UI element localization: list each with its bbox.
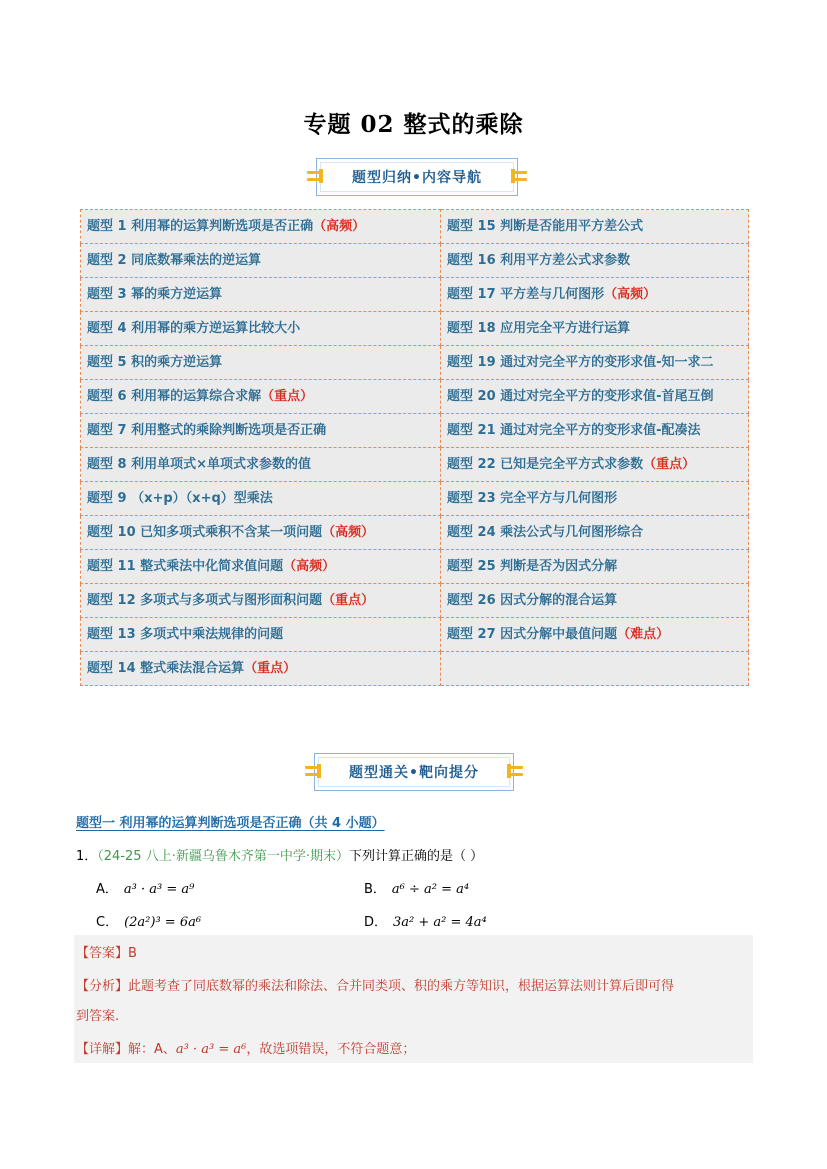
banner-ornament-icon — [511, 169, 527, 183]
option-label: C． — [96, 915, 119, 930]
nav-topic-label: 题型 10 已知多项式乘积不含某一项问题 — [87, 525, 323, 540]
nav-cell — [81, 414, 441, 448]
nav-priority-tag: （重点） — [322, 593, 375, 608]
nav-cell — [81, 278, 441, 312]
nav-cell — [441, 380, 749, 414]
nav-priority-tag: （高频） — [322, 525, 375, 540]
nav-row — [81, 278, 749, 312]
nav-cell — [441, 584, 749, 618]
banner-ornament-icon — [507, 764, 523, 778]
nav-topic-label: 题型 1 利用幂的运算判断选项是否正确 — [87, 219, 314, 234]
nav-row — [81, 414, 749, 448]
detail-prefix: 【详解】解：A、 — [76, 1042, 176, 1057]
nav-topic-label: 题型 4 利用幂的乘方逆运算比较大小 — [87, 321, 301, 336]
nav-topic-label: 题型 24 乘法公式与几何图形综合 — [447, 525, 644, 540]
analysis-text-line1: 【分析】此题考查了同底数幂的乘法和除法、合并同类项、积的乘方等知识，根据运算法则计算后即可得 — [76, 979, 675, 994]
nav-topic-label: 题型 16 利用平方差公式求参数 — [447, 253, 631, 268]
section-heading: 题型一 利用幂的运算判断选项是否正确（共 4 小题） — [76, 816, 385, 831]
nav-row — [81, 448, 749, 482]
nav-row — [81, 346, 749, 380]
option-expression: a⁶ ÷ a² = a⁴ — [391, 882, 470, 897]
option-label: D． — [364, 915, 388, 930]
nav-topic-label: 题型 20 通过对完全平方的变形求值-首尾互倒 — [447, 389, 714, 404]
nav-topic-label: 题型 25 判断是否为因式分解 — [447, 559, 618, 574]
detail-text — [76, 1038, 415, 1057]
nav-priority-tag: （高频） — [283, 559, 336, 574]
option-d — [364, 911, 487, 930]
nav-cell — [81, 312, 441, 346]
nav-priority-tag: （难点） — [617, 627, 670, 642]
nav-cell — [441, 448, 749, 482]
section-banner-practice — [314, 753, 514, 791]
nav-cell — [81, 652, 441, 686]
banner-label: 题型通关•靶向提分 — [349, 765, 479, 781]
option-expression: (2a²)³ = 6a⁶ — [124, 915, 202, 930]
nav-topic-label: 题型 6 利用幂的运算综合求解 — [87, 389, 262, 404]
nav-row — [81, 584, 749, 618]
nav-cell — [441, 482, 749, 516]
nav-cell — [81, 482, 441, 516]
nav-topic-label: 题型 2 同底数幂乘法的逆运算 — [87, 253, 262, 268]
nav-priority-tag: （高频） — [604, 287, 657, 302]
nav-topic-label: 题型 7 利用整式的乘除判断选项是否正确 — [87, 423, 327, 438]
option-expression: a³ · a³ = a⁹ — [123, 882, 195, 897]
nav-row — [81, 312, 749, 346]
nav-cell — [81, 380, 441, 414]
nav-topic-label: 题型 15 判断是否能用平方差公式 — [447, 219, 644, 234]
option-label: B． — [364, 882, 386, 897]
question-number: 1． — [76, 849, 98, 864]
option-a — [96, 878, 194, 897]
nav-cell — [441, 550, 749, 584]
document-title: 专题 02 整式的乘除 — [303, 111, 524, 138]
nav-priority-tag: （重点） — [244, 661, 297, 676]
nav-topic-label: 题型 26 因式分解的混合运算 — [447, 593, 618, 608]
nav-topic-label: 题型 27 因式分解中最值问题 — [447, 627, 618, 642]
nav-row — [81, 380, 749, 414]
nav-topic-label: 题型 17 平方差与几何图形 — [447, 287, 605, 302]
nav-cell — [81, 346, 441, 380]
banner-label: 题型归纳•内容导航 — [352, 170, 482, 186]
question-text: 下列计算正确的是（ ） — [348, 849, 484, 864]
nav-topic-label: 题型 5 积的乘方逆运算 — [87, 355, 223, 370]
nav-cell — [81, 618, 441, 652]
detail-suffix: ，故选项错误，不符合题意； — [246, 1042, 416, 1057]
nav-cell — [81, 210, 441, 244]
option-expression: 3a² + a² = 4a⁴ — [393, 915, 487, 930]
nav-cell — [441, 278, 749, 312]
nav-topic-label: 题型 3 幂的乘方逆运算 — [87, 287, 223, 302]
nav-row — [81, 652, 749, 686]
nav-cell — [441, 414, 749, 448]
nav-cell — [441, 346, 749, 380]
nav-row — [81, 482, 749, 516]
nav-cell — [441, 652, 749, 686]
nav-cell — [441, 516, 749, 550]
nav-cell — [81, 448, 441, 482]
nav-cell — [81, 584, 441, 618]
nav-topic-label: 题型 23 完全平方与几何图形 — [447, 491, 618, 506]
banner-ornament-icon — [305, 764, 321, 778]
nav-topic-label: 题型 19 通过对完全平方的变形求值-知一求二 — [447, 355, 714, 370]
nav-topic-label: 题型 12 多项式与多项式与图形面积问题 — [87, 593, 323, 608]
nav-row — [81, 244, 749, 278]
nav-topic-label: 题型 21 通过对完全平方的变形求值-配凑法 — [447, 423, 701, 438]
topic-navigation-table — [80, 209, 749, 686]
answer-text: 【答案】B — [76, 946, 137, 961]
nav-cell — [81, 516, 441, 550]
nav-row — [81, 210, 749, 244]
detail-expression: a³ · a³ = a⁶ — [175, 1042, 247, 1057]
nav-cell — [441, 210, 749, 244]
option-b — [364, 878, 469, 897]
nav-topic-label: 题型 22 已知是完全平方式求参数 — [447, 457, 644, 472]
nav-cell — [441, 244, 749, 278]
option-label: A． — [96, 882, 118, 897]
nav-cell — [441, 312, 749, 346]
nav-priority-tag: （重点） — [643, 457, 696, 472]
nav-cell — [81, 244, 441, 278]
question-source: （24-25 八上·新疆乌鲁木齐第一中学·期末） — [97, 849, 349, 864]
nav-cell — [441, 618, 749, 652]
nav-priority-tag: （高频） — [313, 219, 366, 234]
nav-topic-label: 题型 8 利用单项式×单项式求参数的值 — [87, 457, 311, 472]
nav-topic-label: 题型 11 整式乘法中化简求值问题 — [87, 559, 284, 574]
analysis-text-line2: 到答案. — [76, 1009, 120, 1024]
nav-topic-label: 题型 14 整式乘法混合运算 — [87, 661, 245, 676]
nav-priority-tag: （重点） — [261, 389, 314, 404]
question-1 — [76, 845, 483, 864]
nav-topic-label: 题型 13 多项式中乘法规律的问题 — [87, 627, 284, 642]
banner-ornament-icon — [307, 169, 323, 183]
section-banner-nav — [316, 158, 518, 196]
nav-row — [81, 550, 749, 584]
nav-row — [81, 618, 749, 652]
nav-row — [81, 516, 749, 550]
nav-cell — [81, 550, 441, 584]
nav-topic-label: 题型 9 （x+p）（x+q）型乘法 — [87, 491, 273, 506]
nav-topic-label: 题型 18 应用完全平方进行运算 — [447, 321, 631, 336]
option-c — [96, 911, 201, 930]
